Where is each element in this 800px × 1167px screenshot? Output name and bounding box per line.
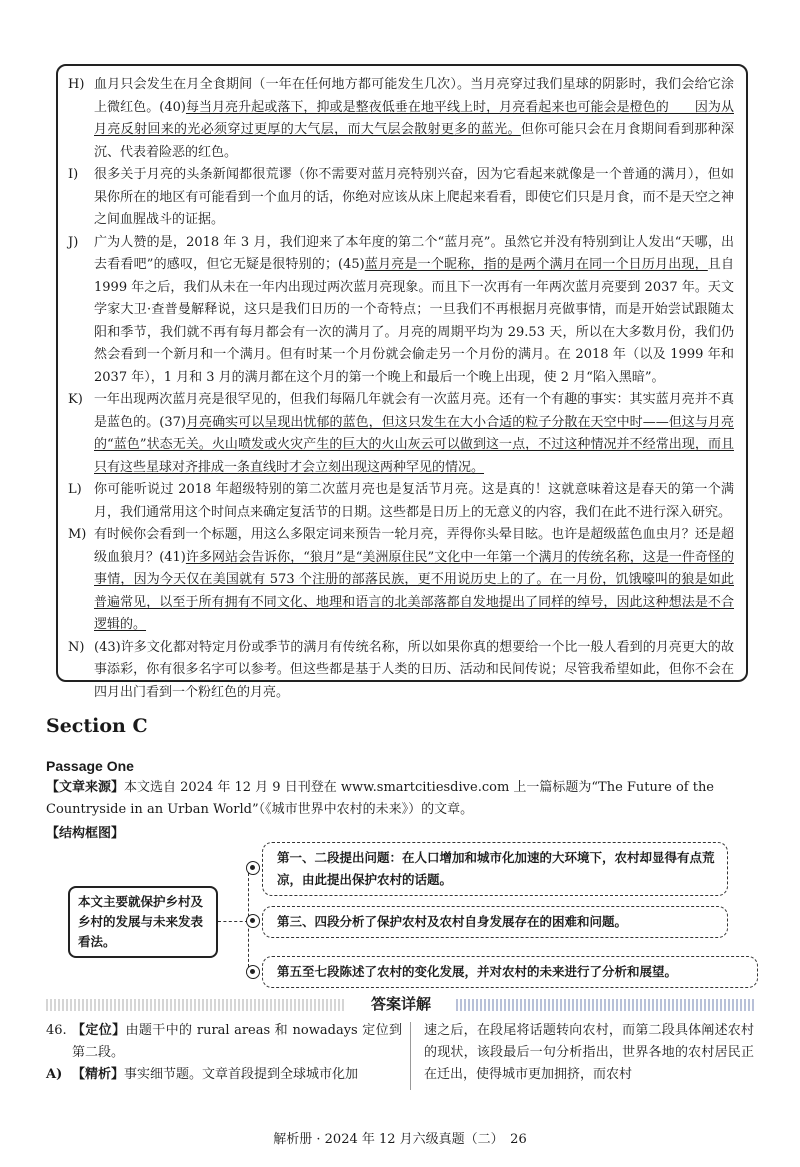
answer-right-column: 速之后，在段尾将话题转向农村，而第二段具体阐述农村的现状，该段最后一句分析指出，世界各地的农村居民正在迁出，使得城市更加拥挤，而农村	[424, 1023, 754, 1082]
answer-left-column	[46, 1020, 402, 1086]
section-title: Section C	[46, 715, 148, 737]
paragraph-segment: 你可能听说过 2018 年超级特别的第二次蓝月亮也是复活节月亮。这是真的！这就意味着这是春天的第一个满月，我们通常用这个时间点来确定复活节的日期。这些都是日历上的无意义的内容，我们在此不进行深入研究。	[94, 482, 734, 520]
paragraph-label: N)	[68, 639, 85, 655]
analysis-tag: 【精析】	[72, 1067, 125, 1082]
answer-banner	[46, 996, 756, 1014]
source-text: 本文选自 2024 年 12 月 9 日刊登在 www.smartcitiesdive.com 上一篇标题为“The Future of the Countryside in an Urban World”（《城市世界中农村的未来》）的文章。	[46, 780, 715, 817]
paragraph-n	[68, 637, 734, 705]
article-source	[46, 777, 756, 821]
question-ref: (45)	[338, 257, 365, 272]
paragraph-label: H)	[68, 77, 85, 92]
paragraph-label: J)	[68, 234, 79, 250]
paragraph-segment: 许多文化都对特定月份或季节的满月有传统名称，所以如果你真的想要给一个比一般人看到的月亮更大的故事添彩，你有很多名字可以参考。但这些都是基于人类的日历、活动和民间传说；尽管我希望如此，但你不会在四月出门看到一个粉红色的月亮。	[94, 639, 734, 700]
answer-banner-title: 答案详解	[356, 993, 446, 1014]
paragraph-m	[68, 524, 734, 637]
paragraph-text	[94, 479, 734, 524]
locate-tag: 【定位】	[72, 1023, 126, 1038]
paragraph-j	[68, 232, 734, 390]
paragraph-h	[68, 74, 734, 164]
paragraph-label: I)	[68, 167, 79, 182]
passage-title: Passage One	[46, 758, 134, 774]
paragraph-segment: 且自 1999 年之后，我们从未在一年内出现过两次蓝月亮现象。而且下一次再有一年两次蓝月亮要到 2037 年。天文学家大卫·查普曼解释说，这只是我们日历的一个奇特点；一旦我们不再根据月亮做事情，而是开始尝试跟随太阳和季节，我们就不再有每月都会有一次的满月了。月亮的周期平均为 29.53 天，所以在大多数月份，我们仍然会看到一个新月和一个满月。但有时某一个月份就会偷走另一个月份的满月。在 2018 年（以及 1999 年和 2037 年），1 月和 3 月的满月都在这个月的第一个晚上和最后一个晚上出现，使 2 月“陷入黑暗”。	[94, 257, 734, 385]
framework-connector	[218, 921, 248, 922]
framework-main-box: 本文主要就保护乡村及乡村的发展与未来发表看法。	[68, 886, 218, 958]
question-ref: (37)	[159, 414, 186, 430]
paragraph-segment: 一年出现两次蓝月亮是很罕见的，但我们每隔几年就会有一次蓝月亮。还有一个有趣的事实：其实蓝月亮并不真是蓝色的。	[94, 392, 734, 430]
framework-item-2: 第三、四段分析了保护农村及农村自身发展存在的困难和问题。	[262, 906, 728, 938]
question-ref: (41)	[159, 549, 186, 565]
question-ref: (43)	[94, 639, 121, 655]
paragraph-k	[68, 389, 734, 479]
framework-item-1: 第一、二段提出问题：在人口增加和城市化加速的大环境下，农村却显得有点荒凉，由此提出保护农村的话题。	[262, 842, 728, 896]
column-divider	[410, 1022, 411, 1090]
bullet-icon	[246, 914, 260, 928]
bullet-icon	[246, 965, 260, 979]
option-label: A)	[46, 1067, 63, 1082]
passage-translation-box	[56, 64, 748, 700]
paragraph-text	[94, 389, 734, 479]
paragraph-l	[68, 479, 734, 524]
question-ref: (40)	[159, 99, 186, 115]
paragraph-text	[94, 232, 734, 390]
framework-item-3: 第五至七段陈述了农村的变化发展，并对农村的未来进行了分析和展望。	[262, 956, 758, 988]
paragraph-text	[94, 637, 734, 705]
page-footer: 解析册 · 2024 年 12 月六级真题（二） 26	[273, 1132, 527, 1147]
paragraph-segment: 很多关于月亮的头条新闻都很荒谬（你不需要对蓝月亮特别兴奋，因为它看起来就像是一个普通的满月），但如果你所在的地区有可能看到一个血月的话，你绝对应该从床上爬起来看看，即使它们只是月食，而不是天空之神之间血腥战斗的证据。	[94, 167, 734, 227]
locate-text: 由题干中的 rural areas 和 nowadays 定位到第二段。	[72, 1023, 402, 1060]
framework-title: 【结构框图】	[46, 826, 125, 841]
paragraph-segment: 但你可能只会在月食期间看到那种深沉、代表着险恶的红色。	[94, 122, 734, 160]
paragraph-i	[68, 164, 734, 232]
underlined-answer-text: 每当月亮升起或落下，抑或是整夜低垂在地平线上时，月亮看起来也可能会是橙色的 因为从月亮反射回来的光必须穿过更厚的大气层，而大气层会散射更多的蓝光。	[94, 99, 734, 137]
paragraph-segment: 广为人赞的是，2018 年 3 月，我们迎来了本年度的第二个“蓝月亮”。虽然它并没有特别到让人发出“天哪，出去看看吧”的感叹，但它无疑是很特别的；	[94, 234, 734, 272]
underlined-answer-text: 蓝月亮是一个昵称，指的是两个满月在同一个日历月出现，	[364, 257, 708, 272]
bullet-icon	[246, 861, 260, 875]
analysis-text: 事实细节题。文章首段提到全球城市化加	[124, 1067, 359, 1082]
underlined-answer-text: 月亮确实可以呈现出忧郁的蓝色，但这只发生在大小合适的粒子分散在天空中时——但这与月亮的“蓝色”状态无关。火山喷发或火灾产生的巨大的火山灰云可以做到这一点，不过这种情况并不经常出现，而且只有这些星球对齐排成一条直线时才会立刻出现这两种罕见的情况。	[94, 414, 734, 475]
paragraph-label: K)	[68, 392, 83, 407]
source-tag: 【文章来源】	[46, 780, 125, 795]
underlined-answer-text: 许多网站会告诉你，“狼月”是“美洲原住民”文化中一年第一个满月的传统名称，这是一件奇怪的事情，因为今天仅在美国就有 573 个注册的部落民族，更不用说历史上的了。在一月份，饥饿嚎叫的狼是如此普遍常见，以至于所有拥有不同文化、地理和语言的北美部落都自发地提出了同样的绰号，因此这种想法是不合逻辑的。	[94, 549, 734, 632]
paragraph-segment: 有时候你会看到一个标题，用这么多限定词来预告一轮月亮，弄得你头晕目眩。也许是超级蓝色血虫月？还是超级血狼月？	[94, 527, 734, 565]
paragraph-segment: 血月只会发生在月全食期间（一年在任何地方都可能发生几次）。当月亮穿过我们星球的阴影时，我们会给它涂上微红色。	[94, 77, 734, 115]
question-number: 46.	[46, 1023, 67, 1038]
paragraph-label: M)	[68, 527, 87, 542]
paragraph-text	[94, 164, 734, 232]
paragraph-text	[94, 74, 734, 164]
paragraph-label: L)	[68, 482, 82, 497]
paragraph-text	[94, 524, 734, 637]
